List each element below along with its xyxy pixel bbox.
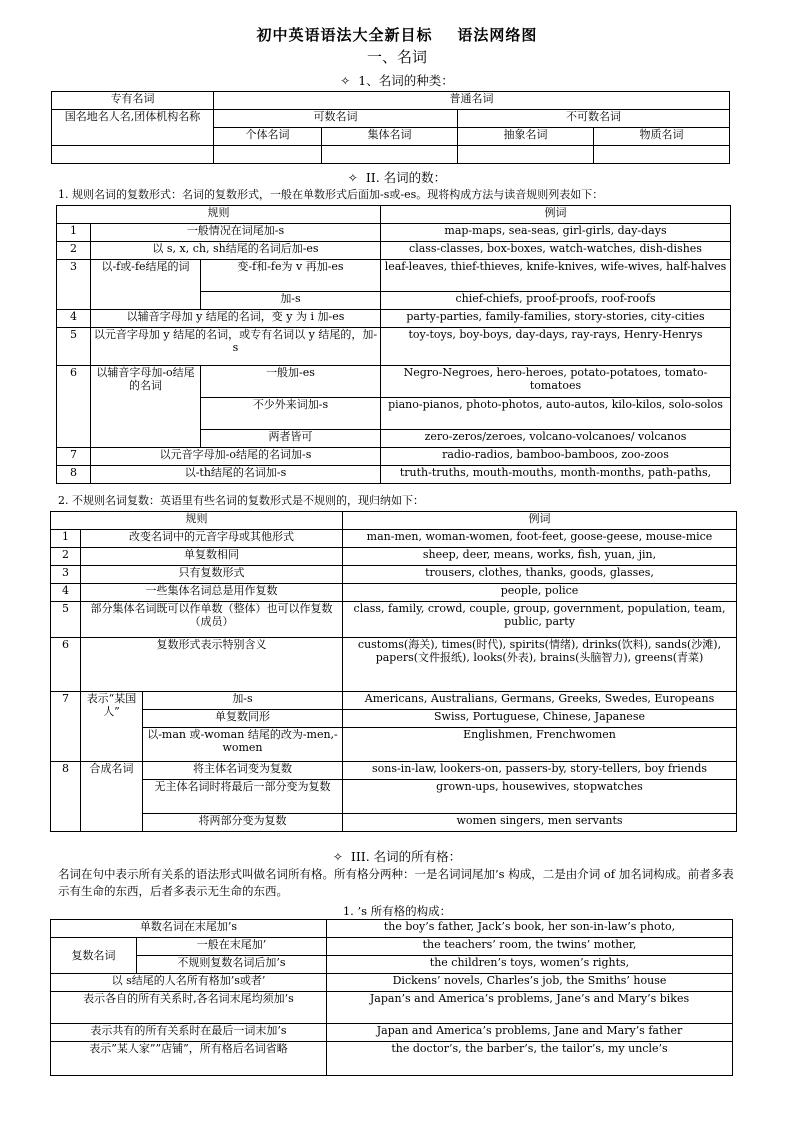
diamond-icon: ✧ (332, 850, 343, 864)
example-cell: sons-in-law, lookers-on, passers-by, story-tellers, boy friends (343, 762, 737, 780)
material-noun: 物质名词 (594, 128, 730, 146)
example-cell: the children’s toys, women’s rights, (327, 956, 733, 974)
example-cell: party-parties, family-families, story-stories, city-cities (381, 310, 731, 328)
example-cell: women singers, men servants (343, 814, 737, 832)
rule-cell: 以辅音字母加 y 结尾的名词，变 y 为 i 加-es (91, 310, 381, 328)
example-cell: trousers, clothes, thanks, goods, glasses, (343, 566, 737, 584)
rule-cell: 加-s (143, 692, 343, 710)
individual-noun: 个体名词 (214, 128, 322, 146)
row-number: 2 (57, 242, 91, 260)
row-number: 4 (51, 584, 81, 602)
rule-group-cell: 表示“某国人” (81, 692, 143, 762)
irregular-plural-intro: 2. 不规则名词复数：英语里有些名词的复数形式是不规则的，现归纳如下： (58, 494, 424, 507)
rule-cell: 以元音字母加-o结尾的名词加-s (91, 448, 381, 466)
possessive-intro: 名词在句中表示所有关系的语法形式叫做名词所有格。所有格分两种：一是名词词尾加’s 构成，二是由介词 of 加名词构成。前者多表示有生命的东西，后者多表示无生命的东西。 (58, 867, 734, 898)
section-2-heading (0, 168, 794, 186)
rule-cell: 单复数相同 (81, 548, 343, 566)
example-cell: the boy’s father, Jack’s book, her son-in-law’s photo, (327, 920, 733, 938)
example-cell: Japan’s and America’s problems, Jane’s and Mary’s bikes (327, 992, 733, 1024)
example-cell: sheep, deer, means, works, fish, yuan, jin, (343, 548, 737, 566)
example-cell: piano-pianos, photo-photos, auto-autos, kilo-kilos, solo-solos (381, 398, 731, 430)
example-cell: the teachers’ room, the twins’ mother, (327, 938, 733, 956)
col-example-header: 例词 (381, 206, 731, 224)
rule-group-cell: 以辅音字母加-o结尾的名词 (91, 366, 201, 448)
section-1-heading (0, 71, 794, 89)
example-cell: Dickens’ novels, Charles’s job, the Smiths’ house (327, 974, 733, 992)
row-number: 8 (57, 466, 91, 484)
chapter-heading: 一、名词 (366, 48, 427, 66)
rule-cell: 表示共有的所有关系时在最后一词末加’s (51, 1024, 327, 1042)
possessive-table (50, 919, 733, 1076)
example-cell: Negro-Negroes, hero-heroes, potato-potatoes, tomato-tomatoes (381, 366, 731, 398)
row-number: 1 (57, 224, 91, 242)
row-number: 8 (51, 762, 81, 832)
section-3-title: III. 名词的所有格： (350, 849, 462, 864)
example-cell: truth-truths, mouth-mouths, month-months, path-paths, (381, 466, 731, 484)
section-3-heading (0, 847, 794, 865)
example-cell: toy-toys, boy-boys, day-days, ray-rays, Henry-Henrys (381, 328, 731, 366)
rule-cell: 将两部分变为复数 (143, 814, 343, 832)
abstract-noun: 抽象名词 (458, 128, 594, 146)
example-cell: man-men, woman-women, foot-feet, goose-geese, mouse-mice (343, 530, 737, 548)
rule-cell: 单数名词在末尾加’s (51, 920, 327, 938)
row-number: 1 (51, 530, 81, 548)
rule-group-cell: 复数名词 (51, 938, 137, 974)
col-rule-header: 规则 (51, 512, 343, 530)
empty-cell (458, 146, 594, 164)
rule-cell: 不规则复数名词后加’s (137, 956, 327, 974)
empty-cell (594, 146, 730, 164)
empty-cell (322, 146, 458, 164)
rule-cell: 改变名词中的元音字母或其他形式 (81, 530, 343, 548)
collective-noun: 集体名词 (322, 128, 458, 146)
row-number: 2 (51, 548, 81, 566)
irregular-plural-table (50, 511, 737, 832)
common-noun-header: 普通名词 (214, 92, 730, 110)
example-cell: zero-zeros/zeroes, volcano-volcanoes/ volcanos (381, 430, 731, 448)
regular-plural-table (56, 205, 731, 484)
example-cell: Englishmen, Frenchwomen (343, 728, 737, 762)
row-number: 7 (51, 692, 81, 762)
row-number: 5 (51, 602, 81, 638)
row-number: 6 (57, 366, 91, 448)
example-cell: chief-chiefs, proof-proofs, roof-roofs (381, 292, 731, 310)
example-cell: Swiss, Portuguese, Chinese, Japanese (343, 710, 737, 728)
rule-cell: 部分集体名词既可以作单数（整体）也可以作复数（成员） (81, 602, 343, 638)
example-cell: customs(海关), times(时代), spirits(情绪), drinks(饮料), sands(沙滩), papers(文件报纸), looks(外表), brains(头脑智力), greens(青菜) (343, 638, 737, 692)
proper-noun-desc: 国名地名人名,团体机构名称 (52, 110, 214, 146)
rule-cell: 以-man 或-woman 结尾的改为-men,-women (143, 728, 343, 762)
rule-cell: 一般在末尾加’ (137, 938, 327, 956)
rule-cell: 两者皆可 (201, 430, 381, 448)
rule-cell: 以 s, x, ch, sh结尾的名词后加-es (91, 242, 381, 260)
rule-cell: 复数形式表示特别含义 (81, 638, 343, 692)
example-cell: Japan and America’s problems, Jane and Mary’s father (327, 1024, 733, 1042)
rule-group-cell: 以-f或-fe结尾的词 (91, 260, 201, 310)
row-number: 3 (51, 566, 81, 584)
empty-cell (52, 146, 214, 164)
rule-cell: 不少外来词加-s (201, 398, 381, 430)
uncountable-header: 不可数名词 (458, 110, 730, 128)
example-cell: radio-radios, bamboo-bamboos, zoo-zoos (381, 448, 731, 466)
row-number: 7 (57, 448, 91, 466)
possessive-subheading: 1. ’s 所有格的构成： (342, 904, 452, 918)
rule-cell: 以 s结尾的人名所有格加’s或者’ (51, 974, 327, 992)
diamond-icon: ✧ (347, 171, 358, 185)
example-cell: map-maps, sea-seas, girl-girls, day-days (381, 224, 731, 242)
empty-cell (214, 146, 322, 164)
rule-cell: 一般加-es (201, 366, 381, 398)
rule-cell: 单复数同形 (143, 710, 343, 728)
noun-types-table (51, 91, 730, 164)
rule-group-cell: 合成名词 (81, 762, 143, 832)
col-rule-header: 规则 (57, 206, 381, 224)
example-cell: the doctor’s, the barber’s, the tailor’s, my uncle’s (327, 1042, 733, 1076)
rule-cell: 无主体名词时将最后一部分变为复数 (143, 780, 343, 814)
section-1-title: 1、名词的种类： (358, 73, 454, 88)
row-number: 4 (57, 310, 91, 328)
countable-header: 可数名词 (214, 110, 458, 128)
row-number: 6 (51, 638, 81, 692)
rule-cell: 一般情况在词尾加-s (91, 224, 381, 242)
example-cell: grown-ups, housewives, stopwatches (343, 780, 737, 814)
rule-cell: 将主体名词变为复数 (143, 762, 343, 780)
rule-cell: 表示各自的所有关系时,各名词末尾均须加’s (51, 992, 327, 1024)
rule-cell: 以-th结尾的名词加-s (91, 466, 381, 484)
page-title: 初中英语语法大全新目标 语法网络图 (256, 26, 538, 44)
col-example-header: 例词 (343, 512, 737, 530)
example-cell: Americans, Australians, Germans, Greeks, Swedes, Europeans (343, 692, 737, 710)
example-cell: class-classes, box-boxes, watch-watches, dish-dishes (381, 242, 731, 260)
rule-cell: 一些集体名词总是用作复数 (81, 584, 343, 602)
row-number: 3 (57, 260, 91, 310)
row-number: 5 (57, 328, 91, 366)
section-2-title: II. 名词的数： (365, 170, 447, 185)
rule-cell: 变-f和-fe为 v 再加-es (201, 260, 381, 292)
rule-cell: 表示”某人家””店铺”，所有格后名词省略 (51, 1042, 327, 1076)
diamond-icon: ✧ (340, 74, 351, 88)
example-cell: leaf-leaves, thief-thieves, knife-knives, wife-wives, half-halves (381, 260, 731, 292)
rule-cell: 以元音字母加 y 结尾的名词，或专有名词以 y 结尾的，加-s (91, 328, 381, 366)
example-cell: people, police (343, 584, 737, 602)
regular-plural-intro: 1. 规则名词的复数形式：名词的复数形式，一般在单数形式后面加-s或-es。现将构成方法与读音规则列表如下： (58, 188, 604, 201)
example-cell: class, family, crowd, couple, group, government, population, team, public, party (343, 602, 737, 638)
rule-cell: 加-s (201, 292, 381, 310)
proper-noun-header: 专有名词 (52, 92, 214, 110)
rule-cell: 只有复数形式 (81, 566, 343, 584)
